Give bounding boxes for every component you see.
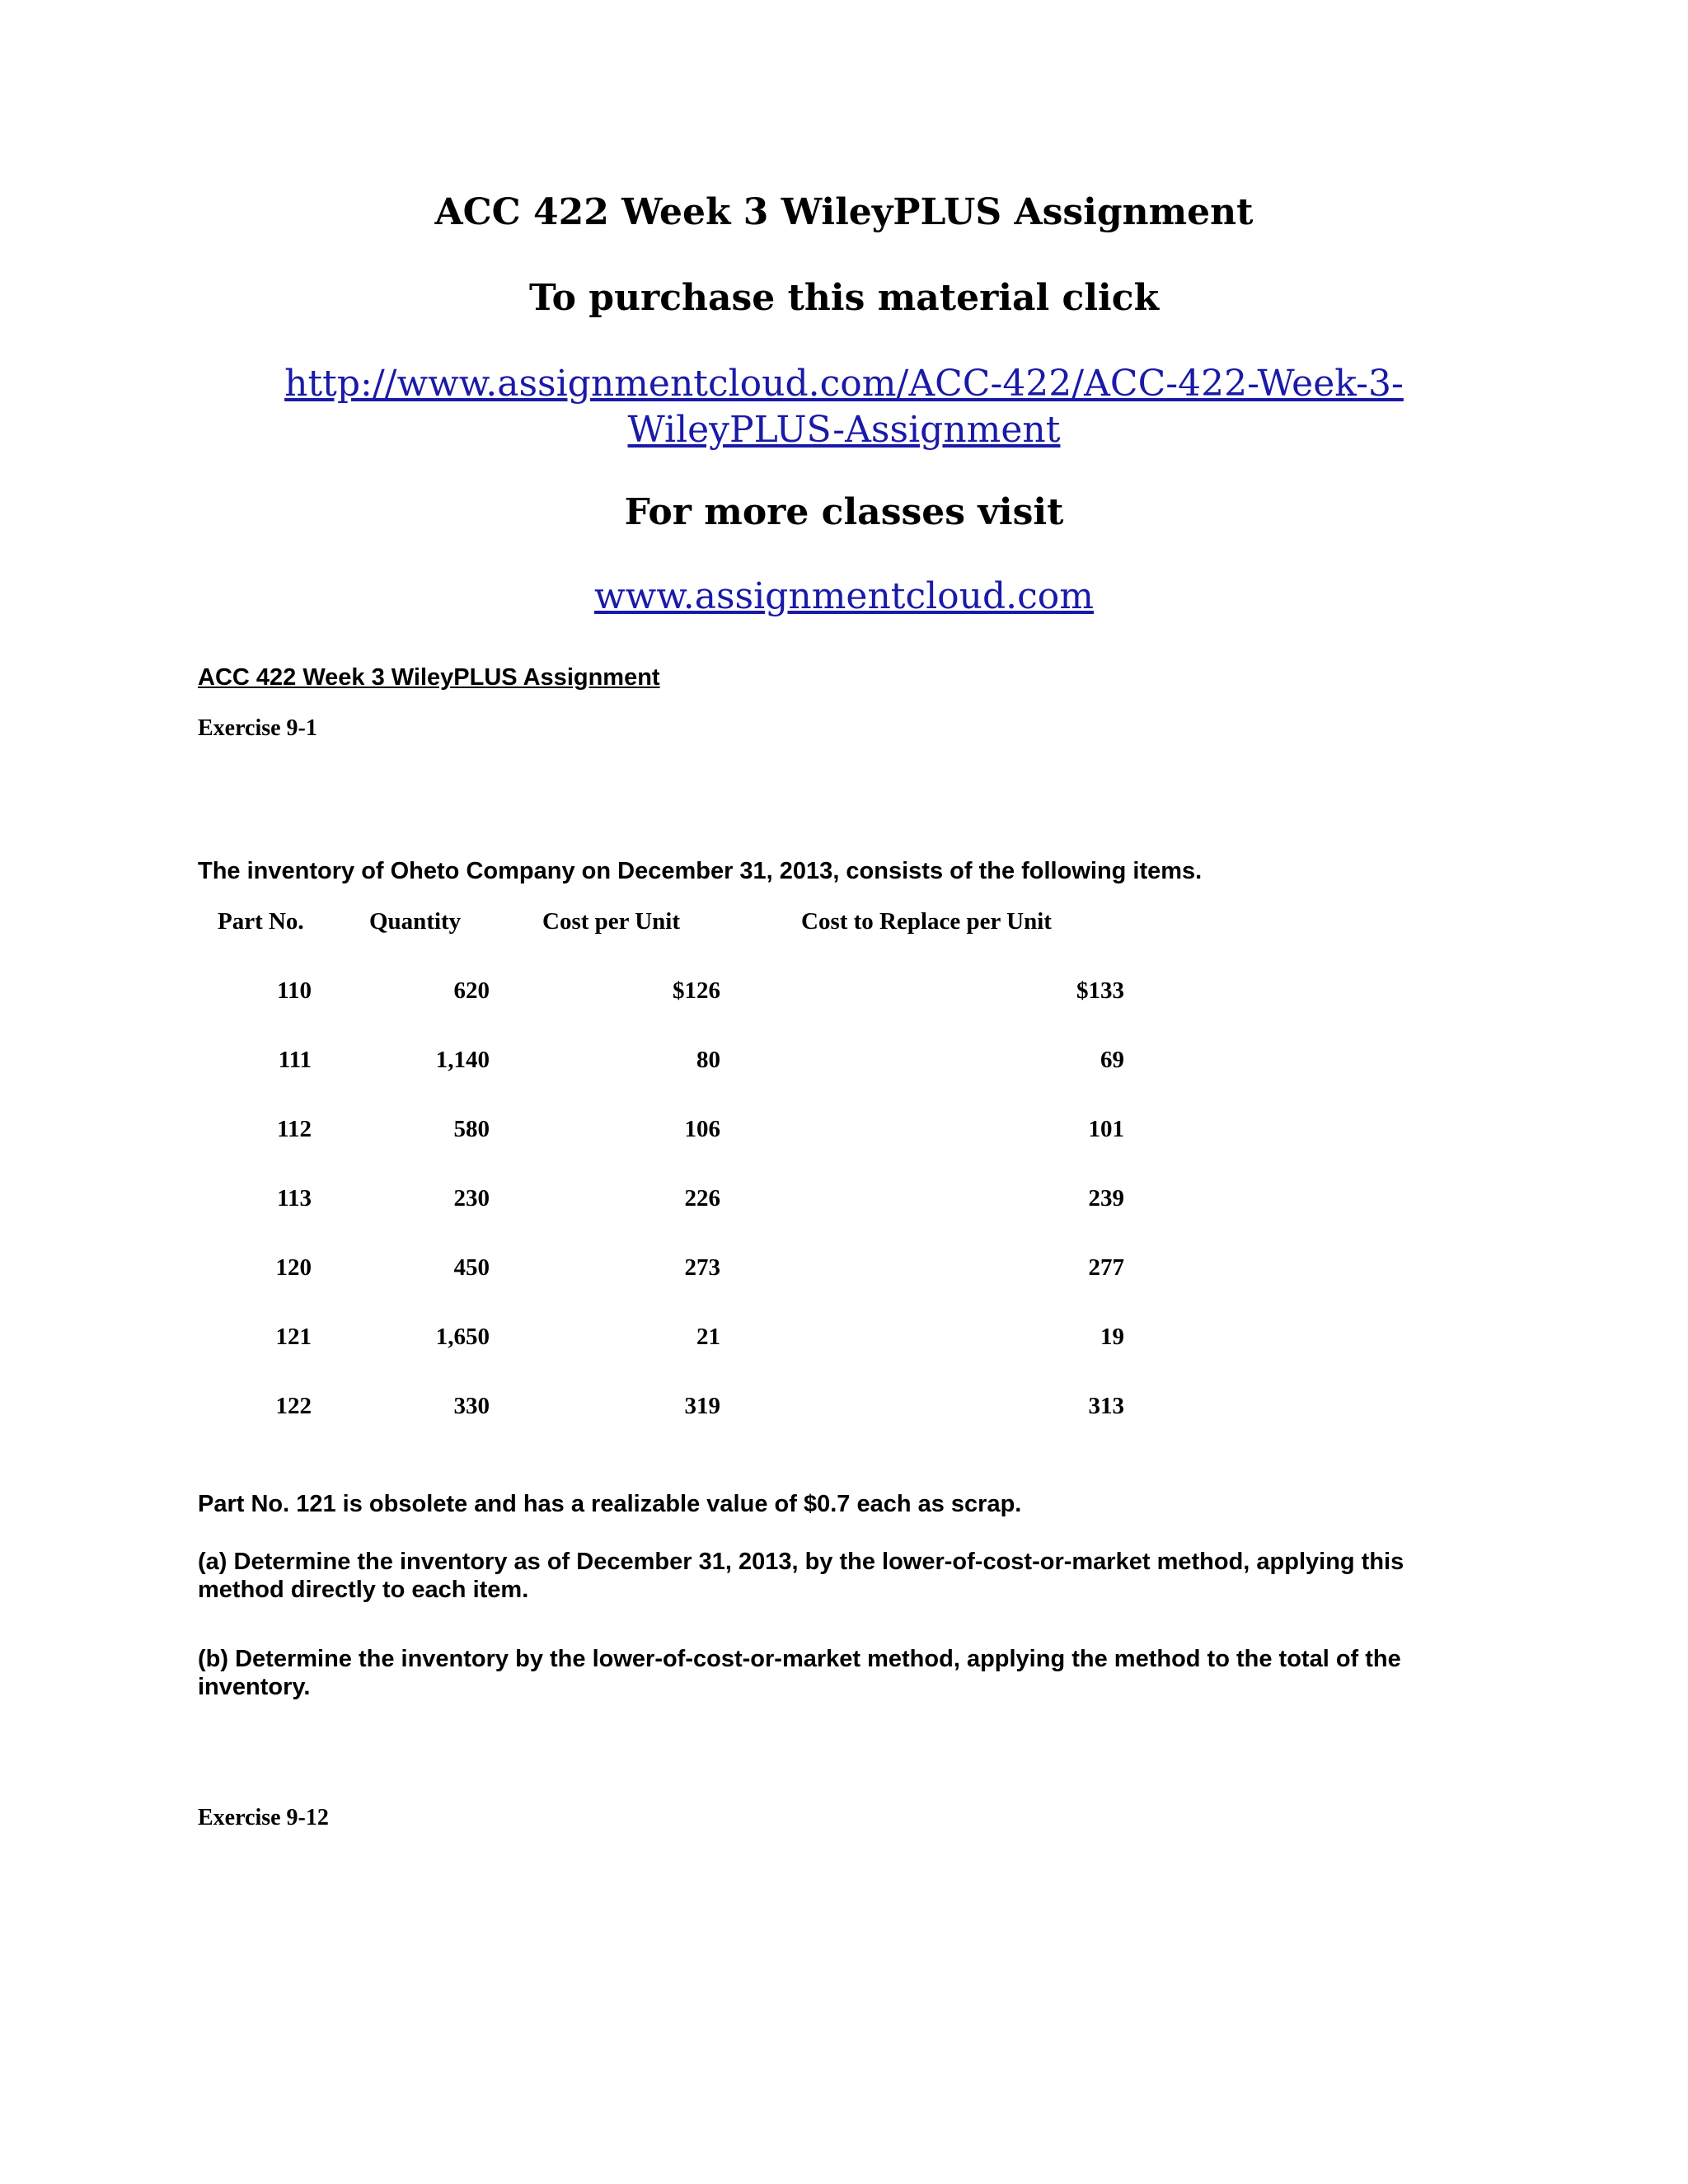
cell-cost-to-replace: 277 xyxy=(1088,1254,1124,1281)
cell-cost-to-replace: 69 xyxy=(1100,1047,1124,1073)
cell-part-no: 112 xyxy=(277,1116,312,1142)
section-subheading: ACC 422 Week 3 WileyPLUS Assignment xyxy=(198,664,660,691)
cell-cost-to-replace: $133 xyxy=(1076,977,1124,1004)
header-part-no: Part No. xyxy=(218,908,304,935)
cell-part-no: 122 xyxy=(275,1393,312,1419)
cell-cost-to-replace: 101 xyxy=(1088,1116,1124,1142)
header-cost-to-replace: Cost to Replace per Unit xyxy=(801,908,1052,935)
purchase-link[interactable]: http://www.assignmentcloud.com/ACC-422/ACC-422-Week-3-WileyPLUS-Assignment xyxy=(284,363,1404,451)
question-a: (a) Determine the inventory as of December 31, 2013, by the lower-of-cost-or-market method, applying this method directly to each item. xyxy=(198,1549,1404,1603)
question-b: (b) Determine the inventory by the lower-of-cost-or-market method, applying the method to the total of the inventory. xyxy=(198,1646,1401,1700)
cell-cost-per-unit: 319 xyxy=(684,1393,720,1419)
inventory-intro: The inventory of Oheto Company on December 31, 2013, consists of the following items. xyxy=(198,858,1203,884)
cell-part-no: 110 xyxy=(277,977,312,1004)
cell-cost-per-unit: 80 xyxy=(696,1047,720,1073)
cell-quantity: 1,650 xyxy=(435,1324,490,1350)
cell-cost-per-unit: 273 xyxy=(684,1254,720,1281)
table-row xyxy=(198,1047,1187,1080)
exercise-label-9-12: Exercise 9-12 xyxy=(198,1805,329,1830)
cell-part-no: 111 xyxy=(278,1047,312,1073)
table-header-row xyxy=(198,908,1187,941)
cell-cost-per-unit: 106 xyxy=(684,1116,720,1142)
exercise-label-9-1: Exercise 9-1 xyxy=(198,715,317,741)
more-classes-prompt: For more classes visit xyxy=(624,491,1064,533)
site-link[interactable]: www.assignmentcloud.com xyxy=(593,575,1095,617)
obsolete-note: Part No. 121 is obsolete and has a realizable value of $0.7 each as scrap. xyxy=(198,1491,1022,1517)
purchase-prompt: To purchase this material click xyxy=(528,277,1160,319)
cell-cost-per-unit: 21 xyxy=(696,1324,720,1350)
cell-cost-to-replace: 313 xyxy=(1088,1393,1124,1419)
header-cost-per-unit: Cost per Unit xyxy=(542,908,681,935)
table-row xyxy=(198,977,1187,1010)
table-row xyxy=(198,1185,1187,1218)
cell-quantity: 230 xyxy=(453,1185,490,1212)
cell-part-no: 121 xyxy=(275,1324,312,1350)
cell-part-no: 113 xyxy=(277,1185,312,1212)
cell-cost-per-unit: $126 xyxy=(673,977,720,1004)
header-quantity: Quantity xyxy=(369,908,462,935)
cell-quantity: 1,140 xyxy=(435,1047,490,1073)
cell-quantity: 580 xyxy=(453,1116,490,1142)
cell-cost-per-unit: 226 xyxy=(684,1185,720,1212)
table-row xyxy=(198,1254,1187,1287)
cell-cost-to-replace: 239 xyxy=(1088,1185,1124,1212)
table-row xyxy=(198,1324,1187,1357)
cell-quantity: 330 xyxy=(453,1393,490,1419)
table-row xyxy=(198,1393,1187,1426)
cell-part-no: 120 xyxy=(275,1254,312,1281)
cell-cost-to-replace: 19 xyxy=(1100,1324,1124,1350)
document-title: ACC 422 Week 3 WileyPLUS Assignment xyxy=(434,191,1254,233)
cell-quantity: 450 xyxy=(453,1254,490,1281)
cell-quantity: 620 xyxy=(453,977,490,1004)
table-row xyxy=(198,1116,1187,1149)
